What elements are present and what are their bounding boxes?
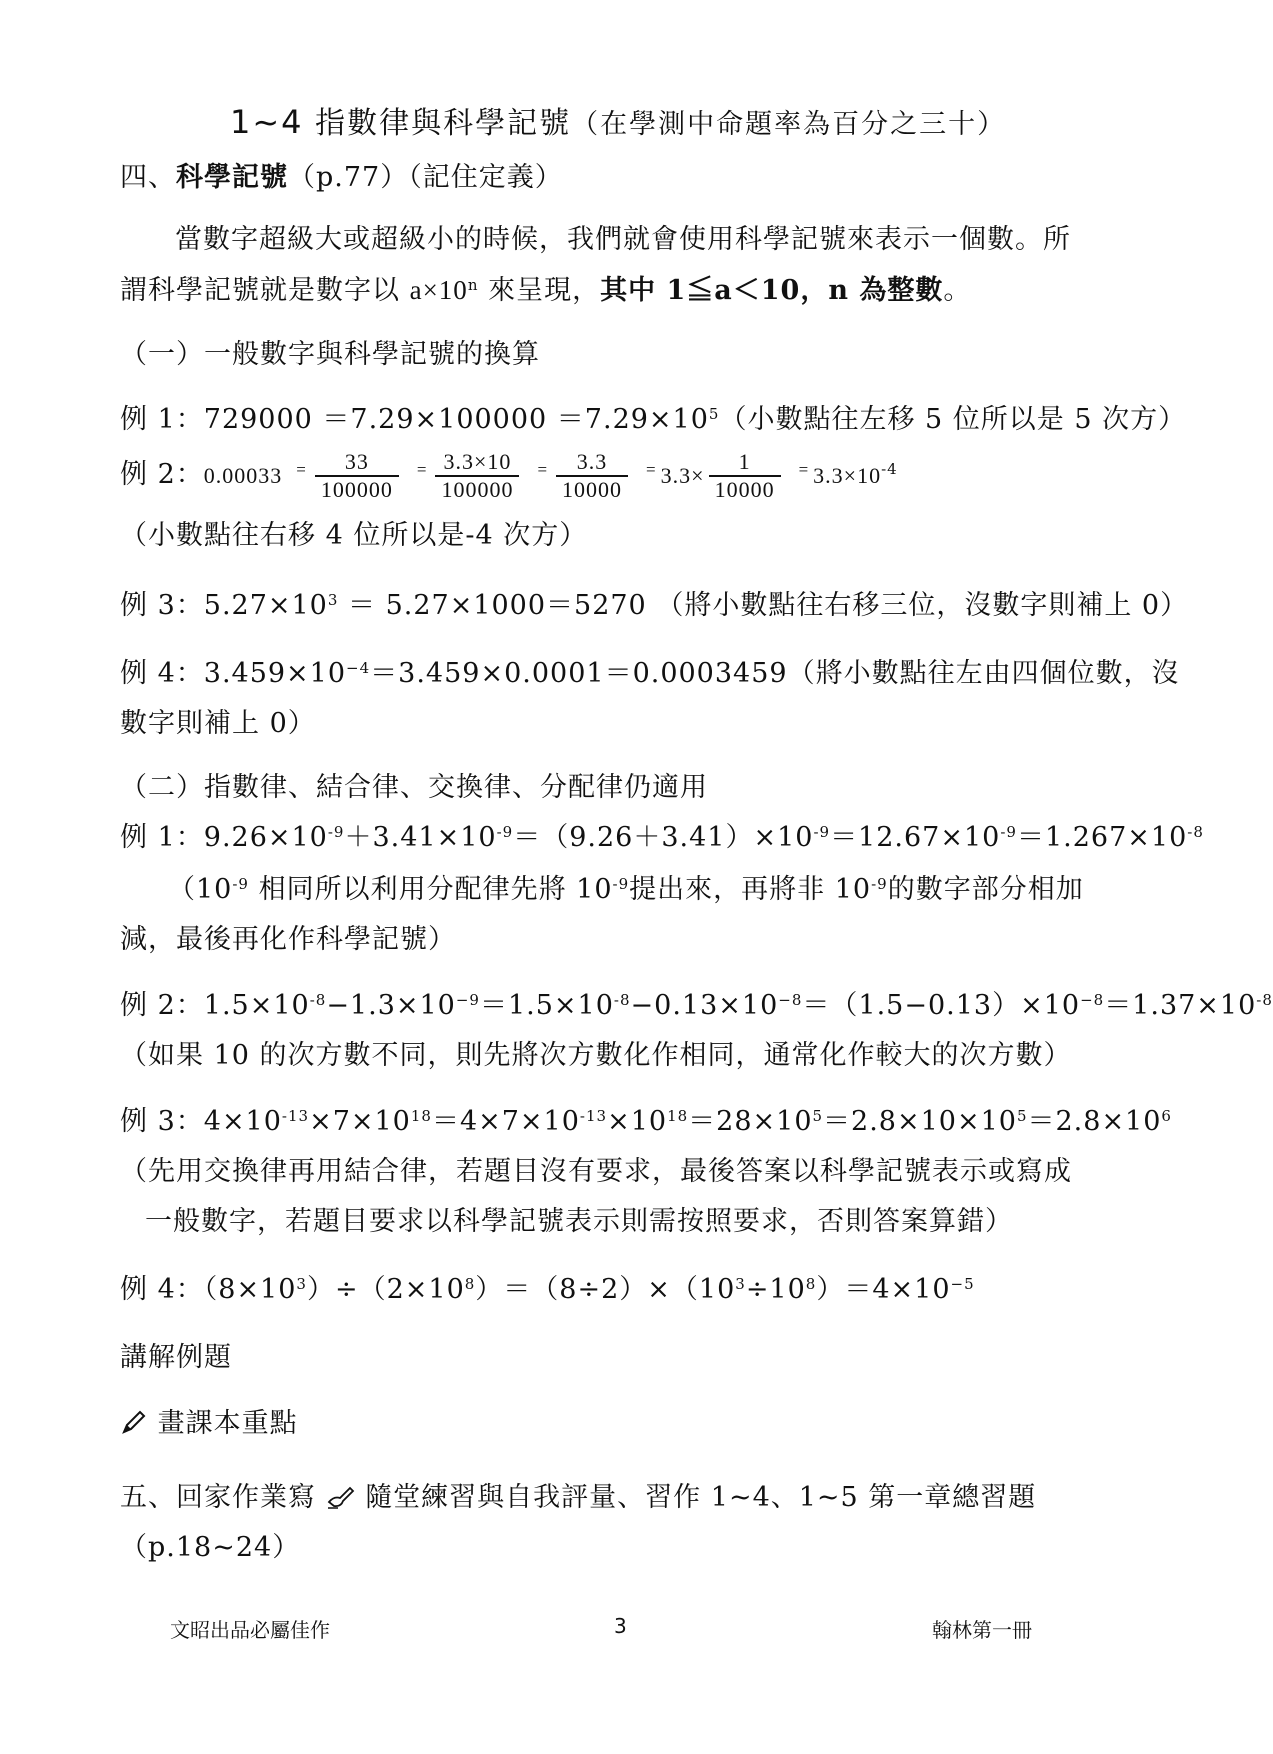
part2-example-4: 例 4：$(8\times 10^3)\div(2\times 10^8)=(8\div 2)\times(10^3\div 10^8)=4\times 10^{-5}$ [120,1274,975,1305]
def-formula-exp: n [467,276,479,294]
writing-hand-icon [316,1482,365,1513]
title-text: 指數律與科學記號 [315,106,572,141]
highlight-text: 畫課本重點 [157,1408,298,1439]
part1-example-1 [120,402,1186,438]
part2-example-3-note-1: （先用交換律再用結合律，若題目沒有要求，最後答案以科學記號表示或寫成 [120,1156,1072,1187]
p1-ex2-end-exp: -4 [881,460,898,478]
heading-ref: （p.77）（記住定義） [288,162,563,193]
part2-example-1-note: （$10^{-9}$ 相同所以利用分配律先將 $10^{-9}$提出來，再將非 $10^{-9}$的數字部分相加 [168,874,1084,905]
def-bold-condition: 其中 1≦a＜10，n 為整數 [600,275,944,306]
p1-ex2-start: 0.00033 [203,463,283,488]
part1-example-2-note: （小數點往右移 4 位所以是-4 次方） [120,520,588,551]
p1-ex3-a: 例 3：5.27×10 [120,590,328,621]
fraction-2: $\frac{3.3\times 10}{100000}$ [435,449,519,503]
equals-sign: = [537,460,549,479]
part2-heading: （二）指數律、結合律、交換律、分配律仍適用 [120,772,708,803]
s5-text-a: 五、回家作業寫 [120,1482,316,1513]
s5-text-b: 隨堂練習與自我評量、習作 1~4、1~5 第一章總習題 [365,1482,1037,1513]
footer-right: 翰林第一冊 [932,1618,1032,1642]
p1-ex1-exp: 5 [708,405,720,423]
section4-heading [120,160,563,196]
p1-ex4-b: ＝3.459×0.0001＝0.0003459（將小數點往左由四個位數，沒 [370,658,1180,689]
definition-line-2 [120,272,971,309]
heading-prefix: 四、 [120,162,176,193]
page-title [230,102,1006,145]
p1-ex1-a: 例 1：729000 ＝7.29×100000 ＝7.29×10 [120,404,709,435]
fraction-3: $\frac{3.3}{10000}$ [556,449,628,503]
equals-sign: = [296,460,307,479]
part1-example-2 [120,440,898,506]
p1-ex1-b: （小數點往左移 5 位所以是 5 次方） [719,404,1187,435]
def-text-b: 來呈現， [478,275,601,306]
part2-example-3-note-2: 一般數字，若題目要求以科學記號表示則需按照要求，否則答案算錯） [145,1206,1013,1237]
part2-example-1-note-cont: 減，最後再化作科學記號） [120,924,456,955]
def-text-end: 。 [943,275,972,306]
p1-ex2-label: 例 2： [120,459,204,490]
p1-ex4-a: 例 4：3.459×10 [120,658,347,689]
equals-sign: = [798,460,810,479]
p1-ex3-exp: 3 [327,591,339,609]
def-formula: a×10 [409,275,468,305]
part1-example-4 [120,656,1180,692]
fraction-1: $\frac{33}{100000}$ [315,449,399,503]
equals-sign: = [416,460,428,479]
definition-line-1: 當數字超級大或超級小的時候，我們就會使用科學記號來表示一個數。所 [175,224,1071,255]
section5-line-1 [120,1480,1036,1516]
p1-ex2-mid: 3.3× [660,463,705,488]
highlight-textbook [120,1406,298,1442]
fraction-4: $\frac{1}{10000}$ [709,449,781,503]
part2-example-3: 例 3：$4\times 10^{-13}\times 7\times 10^{18}=4\times 7\times 10^{-13}\times 10^{18}=28\times 10^5=2.8\times 10\times 10^5=2.8\times 10^6$ [120,1106,1172,1137]
part1-example-3 [120,588,1188,624]
part2-example-2-note: （如果 10 的次方數不同，則先將次方數化作相同，通常化作較大的次方數） [120,1040,1072,1071]
title-number: 1~4 [230,103,304,141]
footer-left: 文昭出品必屬佳作 [170,1618,330,1642]
pencil-icon [120,1408,158,1439]
part1-example-4-cont: 數字則補上 0） [120,708,316,739]
part1-heading: （一）一般數字與科學記號的換算 [120,339,540,370]
p1-ex3-b: ＝ 5.27×1000＝5270 （將小數點往右移三位，沒數字則補上 0） [338,590,1189,621]
p1-ex4-exp: −4 [346,659,371,677]
lecture-examples: 講解例題 [120,1342,232,1373]
part2-example-1: 例 1：$9.26\times 10^{-9}+3.41\times 10^{-9}=(9.26+3.41)\times 10^{-9}=12.67\times 10^{-9}=1.267\times 10^{-8}$ [120,822,1204,853]
p1-ex2-end: 3.3×10 [813,463,882,488]
equals-sign: = [646,460,657,479]
part2-example-2: 例 2：$1.5\times 10^{-8}-1.3\times 10^{-9}=1.5\times 10^{-8}-0.13\times 10^{-8}=(1.5-0.13)\times 10^{-8}=1.37\times 10^{-8}$ [120,990,1273,1021]
def-text-a: 謂科學記號就是數字以 [120,275,410,306]
title-note: （在學測中命題率為百分之三十） [571,109,1007,140]
footer-page-number: 3 [614,1614,627,1638]
section5-line-2: （p.18~24） [120,1532,301,1563]
heading-bold: 科學記號 [176,162,288,193]
